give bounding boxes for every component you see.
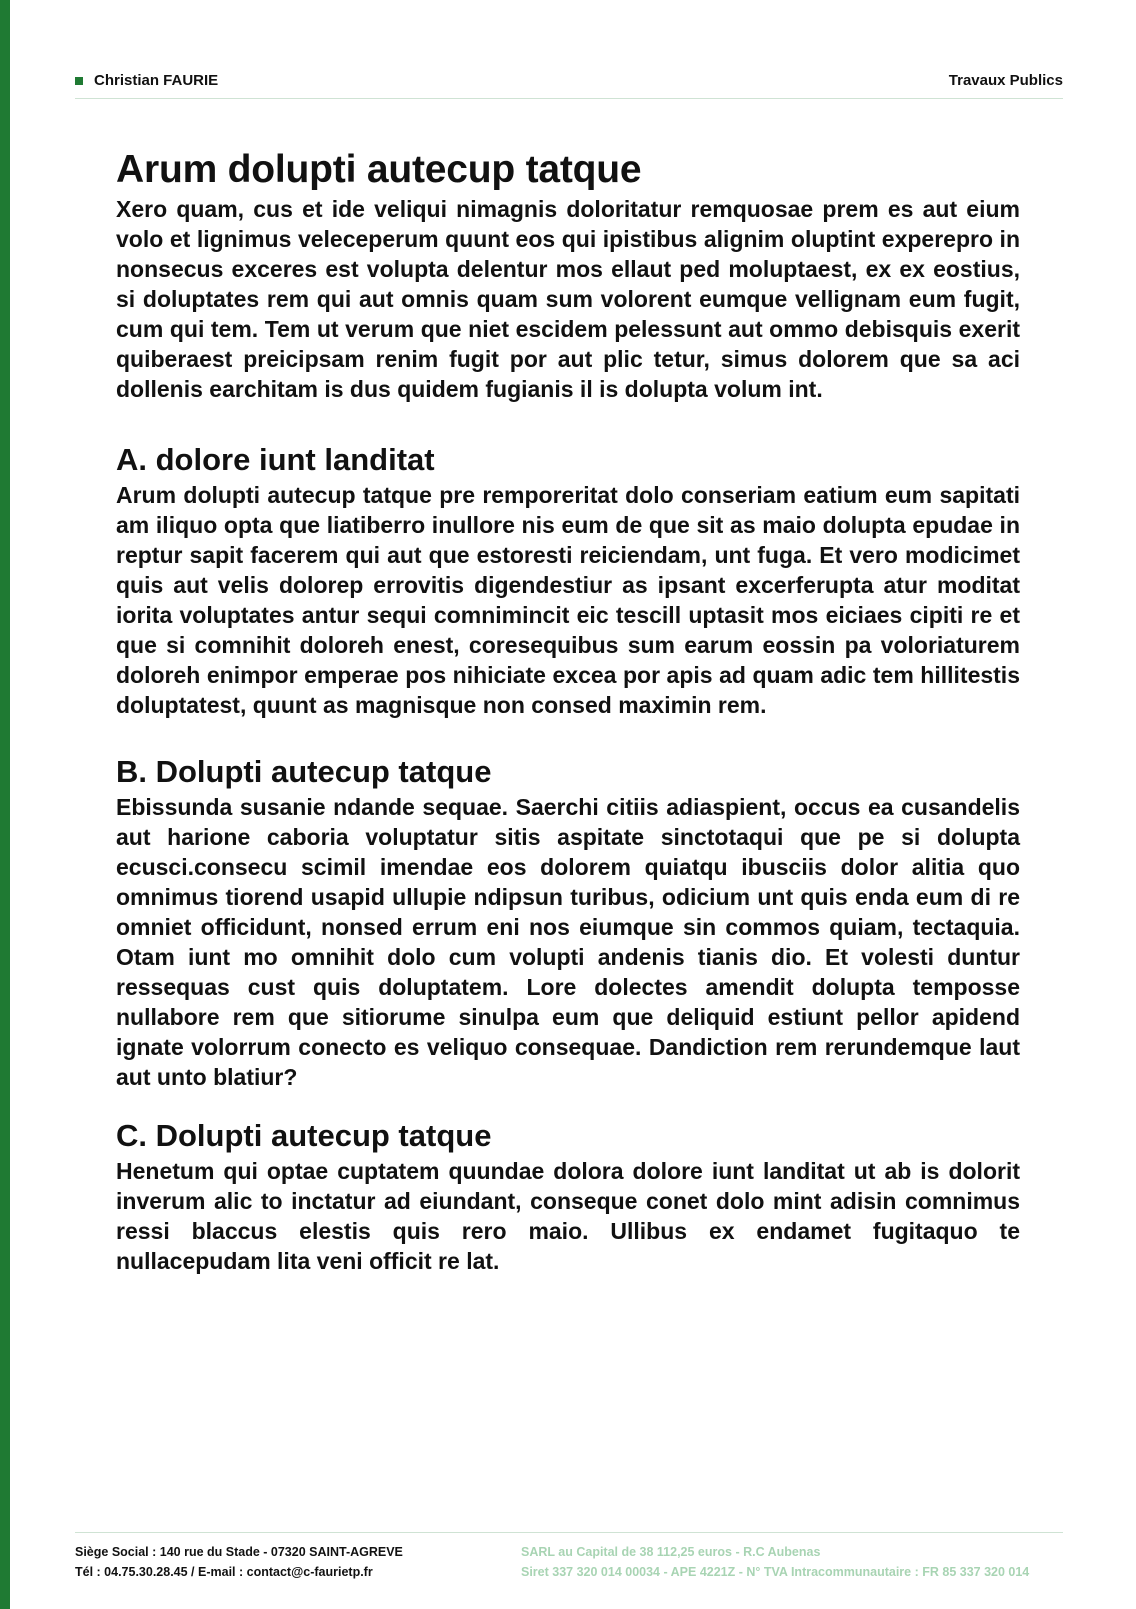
- section-b-heading: B. Dolupti autecup tatque: [116, 754, 492, 789]
- green-side-bar: [0, 0, 10, 1609]
- section-c-paragraph: Henetum qui optae cuptatem quundae dolora dolore iunt landitat ut ab is dolorit inverum alic to inctatur ad eiundant, conseque conet dolo mint adisin comnimus ressi blaccus elestis quis rero maio. Ullibus ex endamet fugitaquo te nullacepudam lita veni officit re lat.: [116, 1158, 1020, 1274]
- footer-legal-capital: SARL au Capital de 38 112,25 euros - R.C Aubenas: [521, 1545, 821, 1559]
- header-category: Travaux Publics: [948, 72, 1063, 89]
- footer-contact-block: [75, 1542, 403, 1582]
- page-header: [75, 70, 1063, 99]
- footer-legal-block: [521, 1542, 1029, 1582]
- section-a-heading: A. dolore iunt landitat: [116, 442, 435, 477]
- section-c-heading: C. Dolupti autecup tatque: [116, 1118, 492, 1153]
- section-a-paragraph: Arum dolupti autecup tatque pre remporeritat dolo conseriam eatium eum sapitati am iliquo opta que liatiberro inullore nis eum de que sit as maio dolupta epudae in reptur sapit facerem qui aut que estoresti reiciendam, unt fuga. Et vero modicimet quis aut velis dolorep errovitis digendestiur as ipsant excerferupta atur moditat iorita voluptates antur sequi comnimincit eic tescill uptasit mos eiciaes cipiti re et que si comnihit doloreh enest, coresequibus sum earum eossin pa voloriaturem doloreh enimpor emperae pos nihiciate excea por apis ad quam adic tem hillitestis doluptatest, quunt as magnisque non consed maximin rem.: [116, 482, 1020, 718]
- page-title: Arum dolupti autecup tatque: [116, 148, 642, 191]
- company-brand: [75, 72, 218, 89]
- footer-address: Siège Social : 140 rue du Stade - 07320 SAINT-AGREVE: [75, 1545, 403, 1559]
- document-body: [116, 146, 1020, 1276]
- footer-contact: Tél : 04.75.30.28.45 / E-mail : contact@c-faurietp.fr: [75, 1565, 373, 1579]
- footer-legal-siret: Siret 337 320 014 00034 - APE 4221Z - N° TVA Intracommunautaire : FR 85 337 320 014: [521, 1565, 1030, 1579]
- company-name: Christian FAURIE: [94, 72, 219, 89]
- section-b-paragraph: Ebissunda susanie ndande sequae. Saerchi citiis adiaspient, occus ea cusandelis aut harione caboria voluptatur sitis aspitate sinctotaqui que pe si dolupta ecusci.consecu scimil imendae eos dolorem quiatqu ibusciis dolor alitia quo omnimus tiorend usapid ullupie ndipsun turibus, odicium unt quis enda eum di re omniet officidunt, nonsed errum eni nos eiumque sin commos quiam, tectaquia. Otam iunt mo omnihit dolo cum volupti andenis tianis dio. Et volesti duntur ressequas cust quis doluptatem. Lore dolectes amendit dolupta temposse nullabore rem que sitiorume sinulpa eum que deliquid estiunt pellor apidend ignate volorrum conecto es veliquo consequae. Dandiction rem rerundemque laut aut unto blatiur?: [116, 794, 1020, 1090]
- page-footer: [75, 1532, 1063, 1579]
- intro-paragraph: Xero quam, cus et ide veliqui nimagnis doloritatur remquosae prem es aut eium volo et lignimus veleceperum quunt eos qui ipistibus alignim oluptint experepro in nonsecus exceres est volupta delentur mos ellaut ped moluptaest, ex ex eostius, si doluptates rem qui aut omnis quam sum volorent eumque vellignam eum fugit, cum qui tem. Tem ut verum que niet escidem pelessunt aut ommo debisquis exerit quiberaest preicipsam renim fugit por aut plic tetur, simus dolorem que sa aci dollenis earchitam is dus quidem fugianis il is dolupta volum int.: [116, 196, 1020, 402]
- green-square-icon: [75, 77, 83, 85]
